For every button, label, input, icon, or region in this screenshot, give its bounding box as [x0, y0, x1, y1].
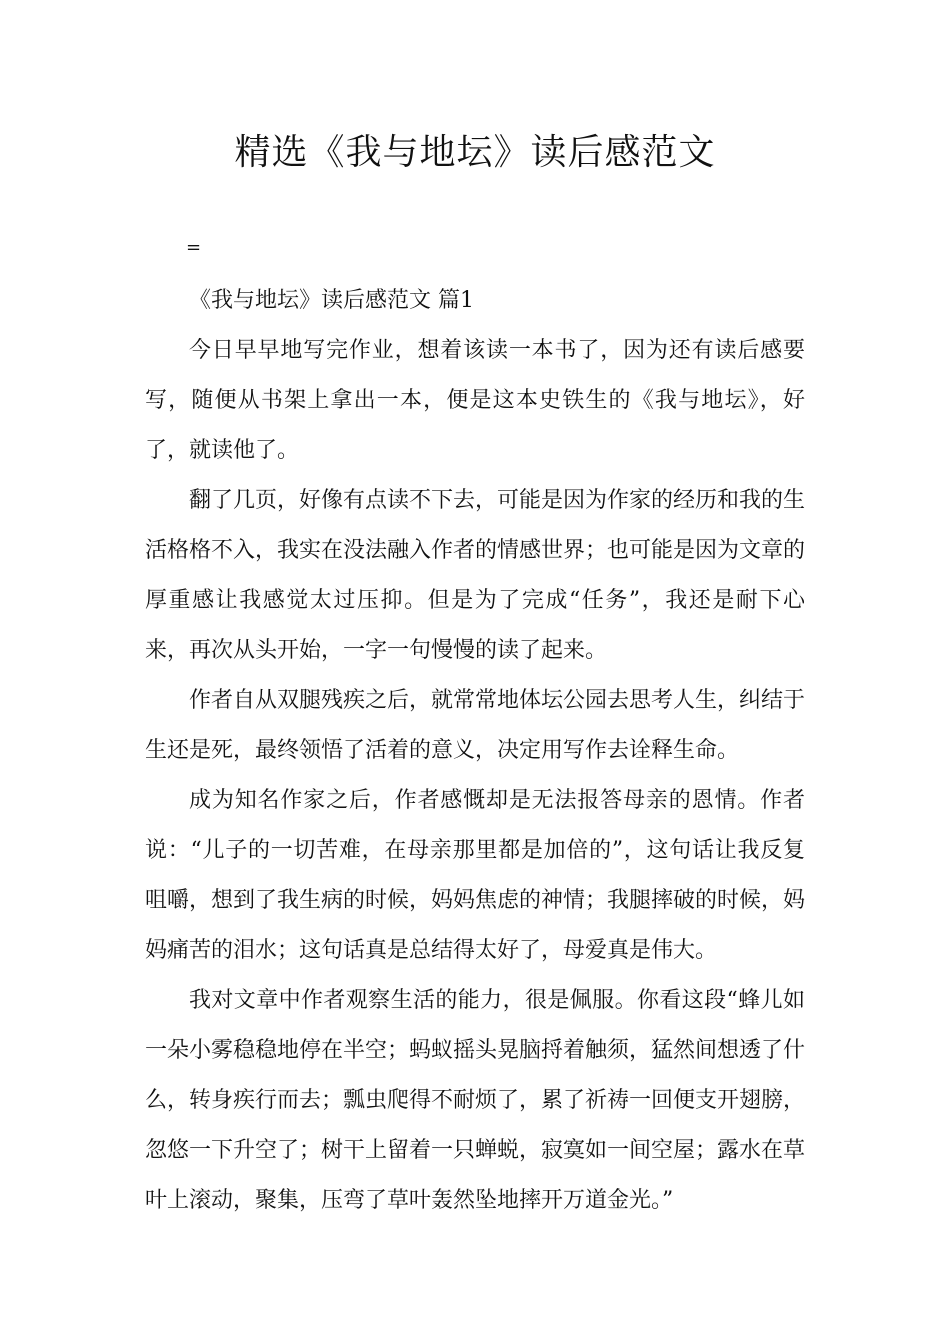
paragraph-3: 作者自从双腿残疾之后，就常常地体坛公园去思考人生，纠结于生还是死，最终领悟了活着的意义，决定用写作去诠释生命。: [145, 688, 806, 763]
paragraph-5: 我对文章中作者观察生活的能力，很是佩服。你看这段“蜂儿如一朵小雾稳稳地停在半空；蚂蚁摇头晃脑捋着触须，猛然间想透了什么，转身疾行而去；瓢虫爬得不耐烦了，累了祈祷一回便支开翅膀，忽悠一下升空了；树干上留着一只蝉蜕，寂寞如一间空屋；露水在草叶上滚动，聚集，压弯了草叶轰然坠地摔开万道金光。”: [145, 988, 806, 1213]
document-body: [145, 276, 805, 1226]
section-heading: 《我与地坛》读后感范文 篇1: [189, 288, 474, 313]
paragraph-4: 成为知名作家之后，作者感慨却是无法报答母亲的恩情。作者说：“儿子的一切苦难，在母亲那里都是加倍的”，这句话让我反复咀嚼，想到了我生病的时候，妈妈焦虑的神情；我腿摔破的时候，妈妈痛苦的泪水；这句话真是总结得太好了，母爱真是伟大。: [145, 788, 806, 963]
separator-mark: =: [186, 237, 202, 258]
paragraph-2: 翻了几页，好像有点读不下去，可能是因为作家的经历和我的生活格格不入，我实在没法融入作者的情感世界；也可能是因为文章的厚重感让我感觉太过压抑。但是为了完成“任务”，我还是耐下心来，再次从头开始，一字一句慢慢的读了起来。: [145, 488, 806, 663]
document-title: 精选《我与地坛》读后感范文: [234, 132, 716, 173]
paragraph-1: 今日早早地写完作业，想着该读一本书了，因为还有读后感要写，随便从书架上拿出一本，便是这本史铁生的《我与地坛》，好了，就读他了。: [145, 338, 805, 463]
